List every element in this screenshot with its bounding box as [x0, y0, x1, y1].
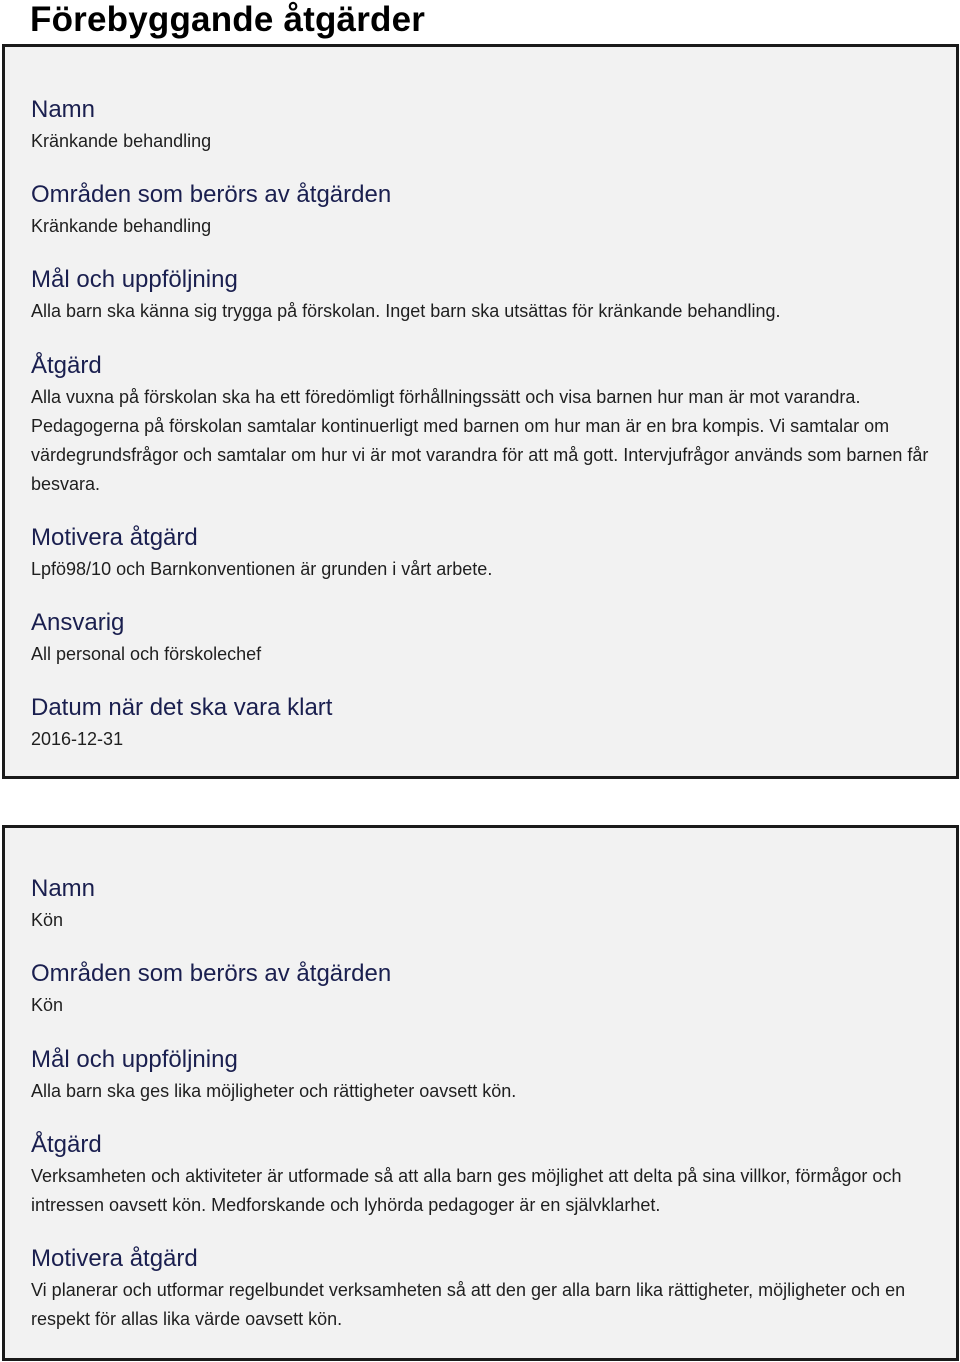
field-value: Alla barn ska känna sig trygga på förskolan. Inget barn ska utsättas för kränkande behandling.	[31, 301, 781, 321]
page-title: Förebyggande åtgärder	[30, 0, 426, 39]
field-value: Lpfö98/10 och Barnkonventionen är grunden i vårt arbete.	[31, 559, 493, 579]
field-value: Alla barn ska ges lika möjligheter och rättigheter oavsett kön.	[31, 1081, 517, 1101]
field-goal-followup	[31, 265, 944, 326]
field-label: Åtgärd	[31, 352, 102, 379]
field-label: Mål och uppföljning	[31, 1046, 238, 1073]
field-motivation	[31, 523, 944, 584]
field-label: Namn	[31, 96, 96, 123]
field-label: Ansvarig	[31, 609, 125, 636]
field-value: Kön	[31, 910, 64, 930]
field-action	[31, 351, 944, 499]
field-responsible	[31, 608, 944, 669]
measure-card-krankande-behandling	[2, 44, 959, 779]
field-value: Kön	[31, 995, 64, 1015]
field-value: Verksamheten och aktiviteter är utformade så att alla barn ges möjlighet att delta på sina villkor, förmågor och intressen oavsett kön. Medforskande och lyhörda pedagoger är en självklarhet.	[31, 1166, 902, 1215]
field-value: All personal och förskolechef	[31, 644, 262, 664]
measure-card-kon	[2, 825, 959, 1361]
field-value: Alla vuxna på förskolan ska ha ett föredömligt förhållningssätt och visa barnen hur man är mot varandra. Pedagogerna på förskolan samtalar kontinuerligt med barnen om hur man är en bra kompis. Vi samtalar om värdegrundsfrågor och samtalar om hur vi är mot varandra för att må gott. Intervjufrågor används som barnen får besvara.	[31, 387, 929, 494]
field-value: Kränkande behandling	[31, 131, 212, 151]
field-value: 2016-12-31	[31, 729, 124, 749]
field-goal-followup	[31, 1045, 944, 1106]
field-value: Kränkande behandling	[31, 216, 212, 236]
field-label: Datum när det ska vara klart	[31, 694, 333, 721]
field-label: Områden som berörs av åtgärden	[31, 960, 392, 987]
field-name	[31, 874, 944, 935]
field-value: Vi planerar och utformar regelbundet verksamheten så att den ger alla barn lika rättigheter, möjligheter och en respekt för allas lika värde oavsett kön.	[31, 1280, 906, 1329]
field-label: Namn	[31, 875, 96, 902]
field-affected-areas	[31, 180, 944, 241]
field-label: Åtgärd	[31, 1131, 102, 1158]
field-affected-areas	[31, 959, 944, 1020]
field-name	[31, 95, 944, 156]
field-motivation	[31, 1244, 944, 1334]
field-label: Motivera åtgärd	[31, 1245, 198, 1272]
field-due-date	[31, 693, 944, 754]
field-label: Områden som berörs av åtgärden	[31, 181, 392, 208]
field-action	[31, 1130, 944, 1220]
field-label: Motivera åtgärd	[31, 524, 198, 551]
field-label: Mål och uppföljning	[31, 266, 238, 293]
